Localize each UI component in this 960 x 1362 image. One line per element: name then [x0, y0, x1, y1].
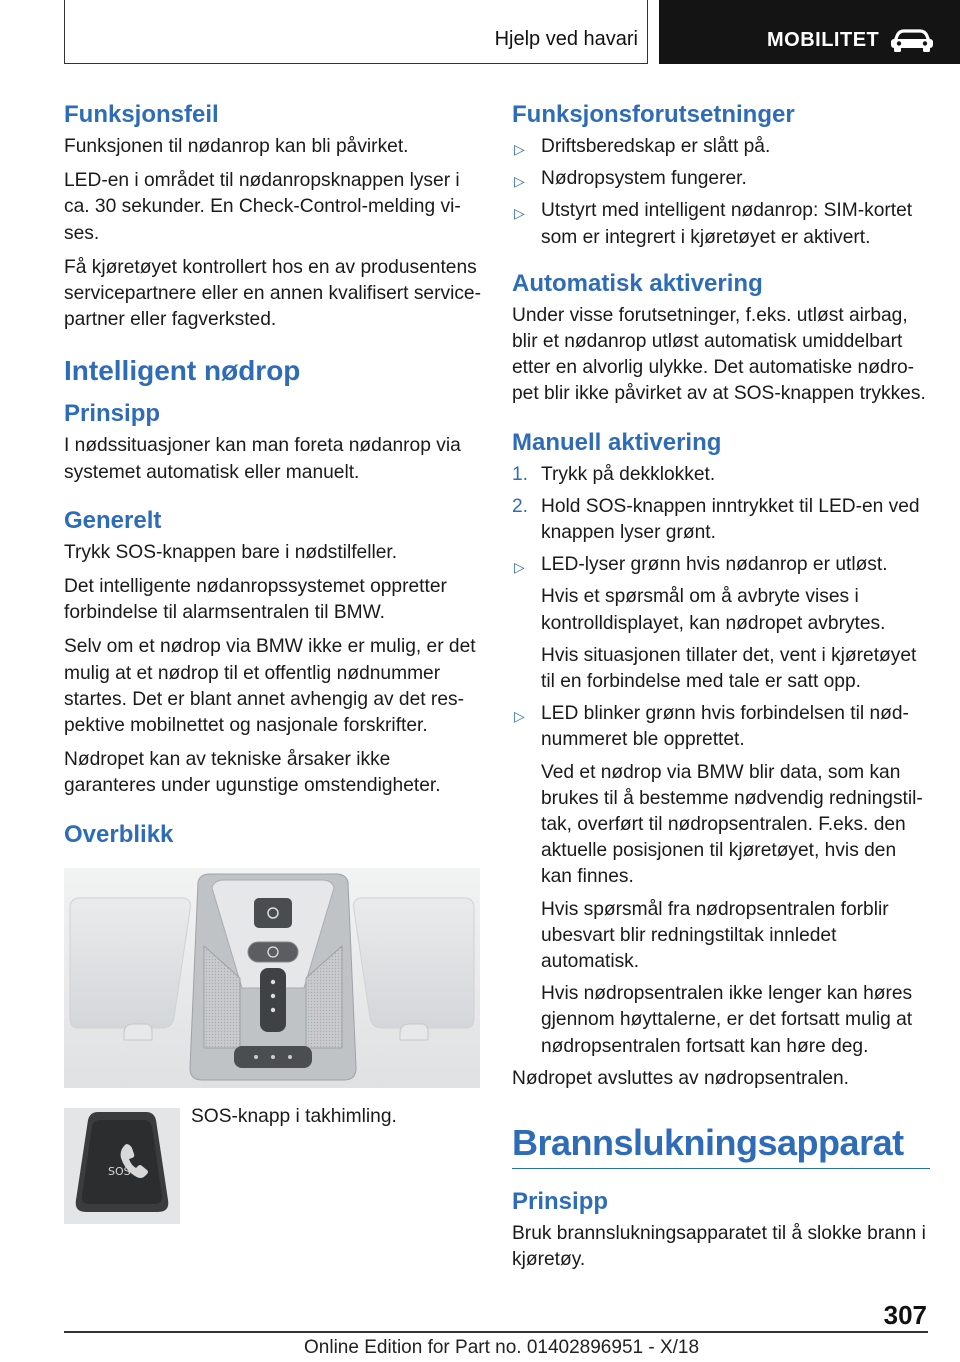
step-number: 1. [512, 463, 529, 485]
triangle-bullet-icon: ▷ [514, 205, 525, 222]
footer-rule [64, 1331, 928, 1333]
heading-prinsipp: Prinsipp [64, 400, 161, 428]
heading-brannslukningsapparat: Brannslukningsapparat [512, 1120, 930, 1169]
chapter-tab [659, 0, 960, 64]
list-item: ▷ Driftsberedskap er slått på. [512, 134, 930, 160]
sos-button-image [64, 1108, 180, 1224]
paragraph: Bruk brannslukningsapparatet til å slokke brann i kjøretøy. [512, 1223, 926, 1271]
step-number: 2. [512, 495, 529, 517]
paragraph: Trykk SOS-knappen bare i nødstilfeller. [64, 541, 398, 563]
heading-manuell-aktivering: Manuell aktivering [512, 428, 722, 456]
heading-prinsipp-2: Prinsipp [512, 1188, 609, 1216]
chapter-title: MOBILITET [767, 29, 880, 51]
list-item: ▷ LED-lyser grønn hvis nødanrop er utløst. [512, 552, 930, 578]
sub-paragraph: Hvis situasjonen tillater det, vent i kjøretøyet til en forbindelse med tale er satt opp. [541, 644, 917, 693]
image-caption: SOS-knapp i takhimling. [191, 1106, 397, 1127]
list-item: 2. Hold SOS-knappen inntrykket til LED-en ved knappen lyser grønt. [512, 495, 920, 544]
section-title: Hjelp ved havari [494, 28, 638, 50]
heading-funksjonsfeil: Funksjonsfeil [64, 101, 219, 128]
list-item: ▷ LED blinker grønn hvis forbindelsen til nødnummeret ble opprettet. [514, 703, 909, 751]
paragraph: Under visse forutsetninger, f.eks. utløst airbag, blir et nødanrop utløst automatisk umiddelbart etter en alvorlig ulykke. Det automatiske nødropet blir ikke påvirket av at SOS-knappen trykkes. [512, 304, 926, 405]
triangle-bullet-icon: ▷ [514, 708, 525, 725]
paragraph: LED-en i området til nødanropsknappen lyser i ca. 30 sekunder. En Check-Control-melding vises. [64, 170, 461, 244]
sub-paragraph: Hvis et spørsmål om å avbryte vises i kontrolldisplayet, kan nødropet avbrytes. [541, 586, 886, 634]
sos-label: SOS [108, 1165, 131, 1178]
sub-paragraph: Hvis nødropsentralen ikke lenger kan høres gjennom høyttalerne, er det fortsatt mulig at nødropsentralen fortsatt kan høre deg. [541, 983, 913, 1057]
car-icon [889, 28, 935, 57]
sub-paragraph: Hvis spørsmål fra nødropsentralen forblir ubesvart blir redningstiltak innledet automatisk. [541, 898, 889, 973]
heading-overblikk: Overblikk [64, 820, 174, 848]
sub-paragraph: Ved et nødrop via BMW blir data, som kan brukes til å bestemme nødvendig redningstiltak, overført til nødropsentralen. F.eks. den aktuelle posisjonen til kjøretøyet, hvis den kan finnes. [541, 761, 923, 888]
page-number: 307 [883, 1300, 927, 1330]
paragraph: Funksjonen til nødanrop kan bli påvirket. [64, 136, 409, 157]
left-column [64, 100, 482, 854]
paragraph: Det intelligente nødanropssystemet oppretter forbindelse til alarmsentralen til BMW. [64, 576, 447, 624]
list-item: ▷ Utstyrt med intelligent nødanrop: SIM-kortet som er integrert i kjøretøyet er aktivert. [514, 200, 913, 248]
heading-automatisk-aktivering: Automatisk aktivering [512, 269, 763, 297]
list-item: 1. Trykk på dekklokket. [512, 462, 930, 488]
triangle-bullet-icon: ▷ [514, 173, 525, 190]
paragraph: Selv om et nødrop via BMW ikke er mulig, er det mulig at et nødrop til et offentlig nødnummer startes. Det er blant annet avhengig av det respektive mobilnettet og nasjonale forskrifter. [64, 636, 476, 737]
list-item: ▷ Nødropsystem fungerer. [512, 166, 930, 192]
footer-edition: Online Edition for Part no. 01402896951 - X/18 [304, 1337, 700, 1358]
heading-generelt: Generelt [64, 506, 162, 534]
roof-console-image [64, 868, 480, 1088]
paragraph: Nødropet avsluttes av nødropsentralen. [512, 1067, 850, 1089]
paragraph: Nødropet kan av tekniske årsaker ikke garanteres under ugunstige omstendigheter. [64, 749, 441, 797]
heading-intelligent-nodrop: Intelligent nødrop [64, 355, 301, 387]
right-column [512, 100, 930, 1282]
heading-funksjonsforutsetninger: Funksjonsforutsetninger [512, 101, 795, 128]
triangle-bullet-icon: ▷ [514, 559, 525, 576]
paragraph: Få kjøretøyet kontrollert hos en av produsentens servicepartnere eller en annen kvalifisert servicepartner eller fagverksted. [64, 256, 481, 331]
triangle-bullet-icon: ▷ [514, 141, 525, 157]
paragraph: I nødssituasjoner kan man foreta nødanrop via systemet automatisk eller manuelt. [64, 435, 461, 483]
